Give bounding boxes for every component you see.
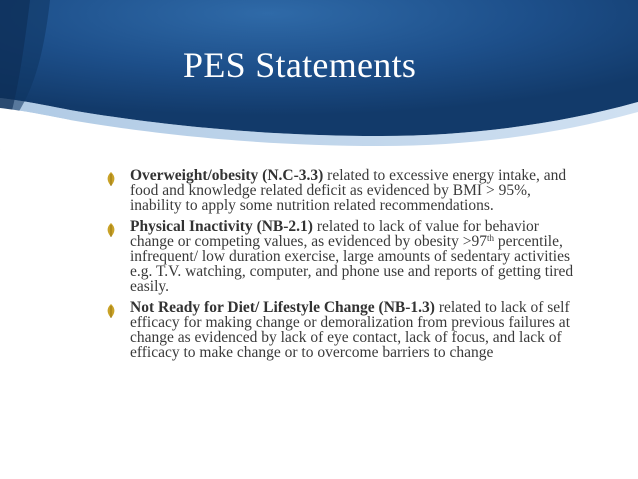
list-item bbox=[103, 300, 581, 360]
bullet-body: related to lack of value for behavior change or competing values, as evidenced by obesity >97 bbox=[130, 218, 539, 250]
superscript: th bbox=[486, 233, 494, 243]
list-item bbox=[103, 219, 581, 294]
leaf-bullet-icon bbox=[105, 222, 117, 238]
list-item bbox=[103, 168, 581, 213]
bullet-list bbox=[103, 168, 581, 360]
slide-title: PES Statements bbox=[183, 45, 417, 85]
bullet-label: Physical Inactivity (NB-2.1) bbox=[130, 218, 313, 235]
bullet-body: related to lack of self efficacy for making change or demoralization from previous failures at change as evidenced by lack of eye contact, lack of focus, and lack of efficacy to make change or to overcome barriers to change bbox=[130, 299, 570, 361]
bullet-label: Not Ready for Diet/ Lifestyle Change (NB-1.3) bbox=[130, 299, 435, 316]
leaf-bullet-icon bbox=[105, 171, 117, 187]
bullet-label: Overweight/obesity (N.C-3.3) bbox=[130, 167, 324, 184]
bullet-body-continued: percentile, infrequent/ low duration exercise, large amounts of sedentary activities e.g. T.V. watching, computer, and phone use and reports of getting tired easily. bbox=[130, 233, 574, 295]
leaf-bullet-icon bbox=[105, 303, 117, 319]
bullet-body: related to excessive energy intake, and food and knowledge related deficit as evidenced by BMI > 95%, inability to apply some nutrition related recommendations. bbox=[130, 167, 567, 214]
